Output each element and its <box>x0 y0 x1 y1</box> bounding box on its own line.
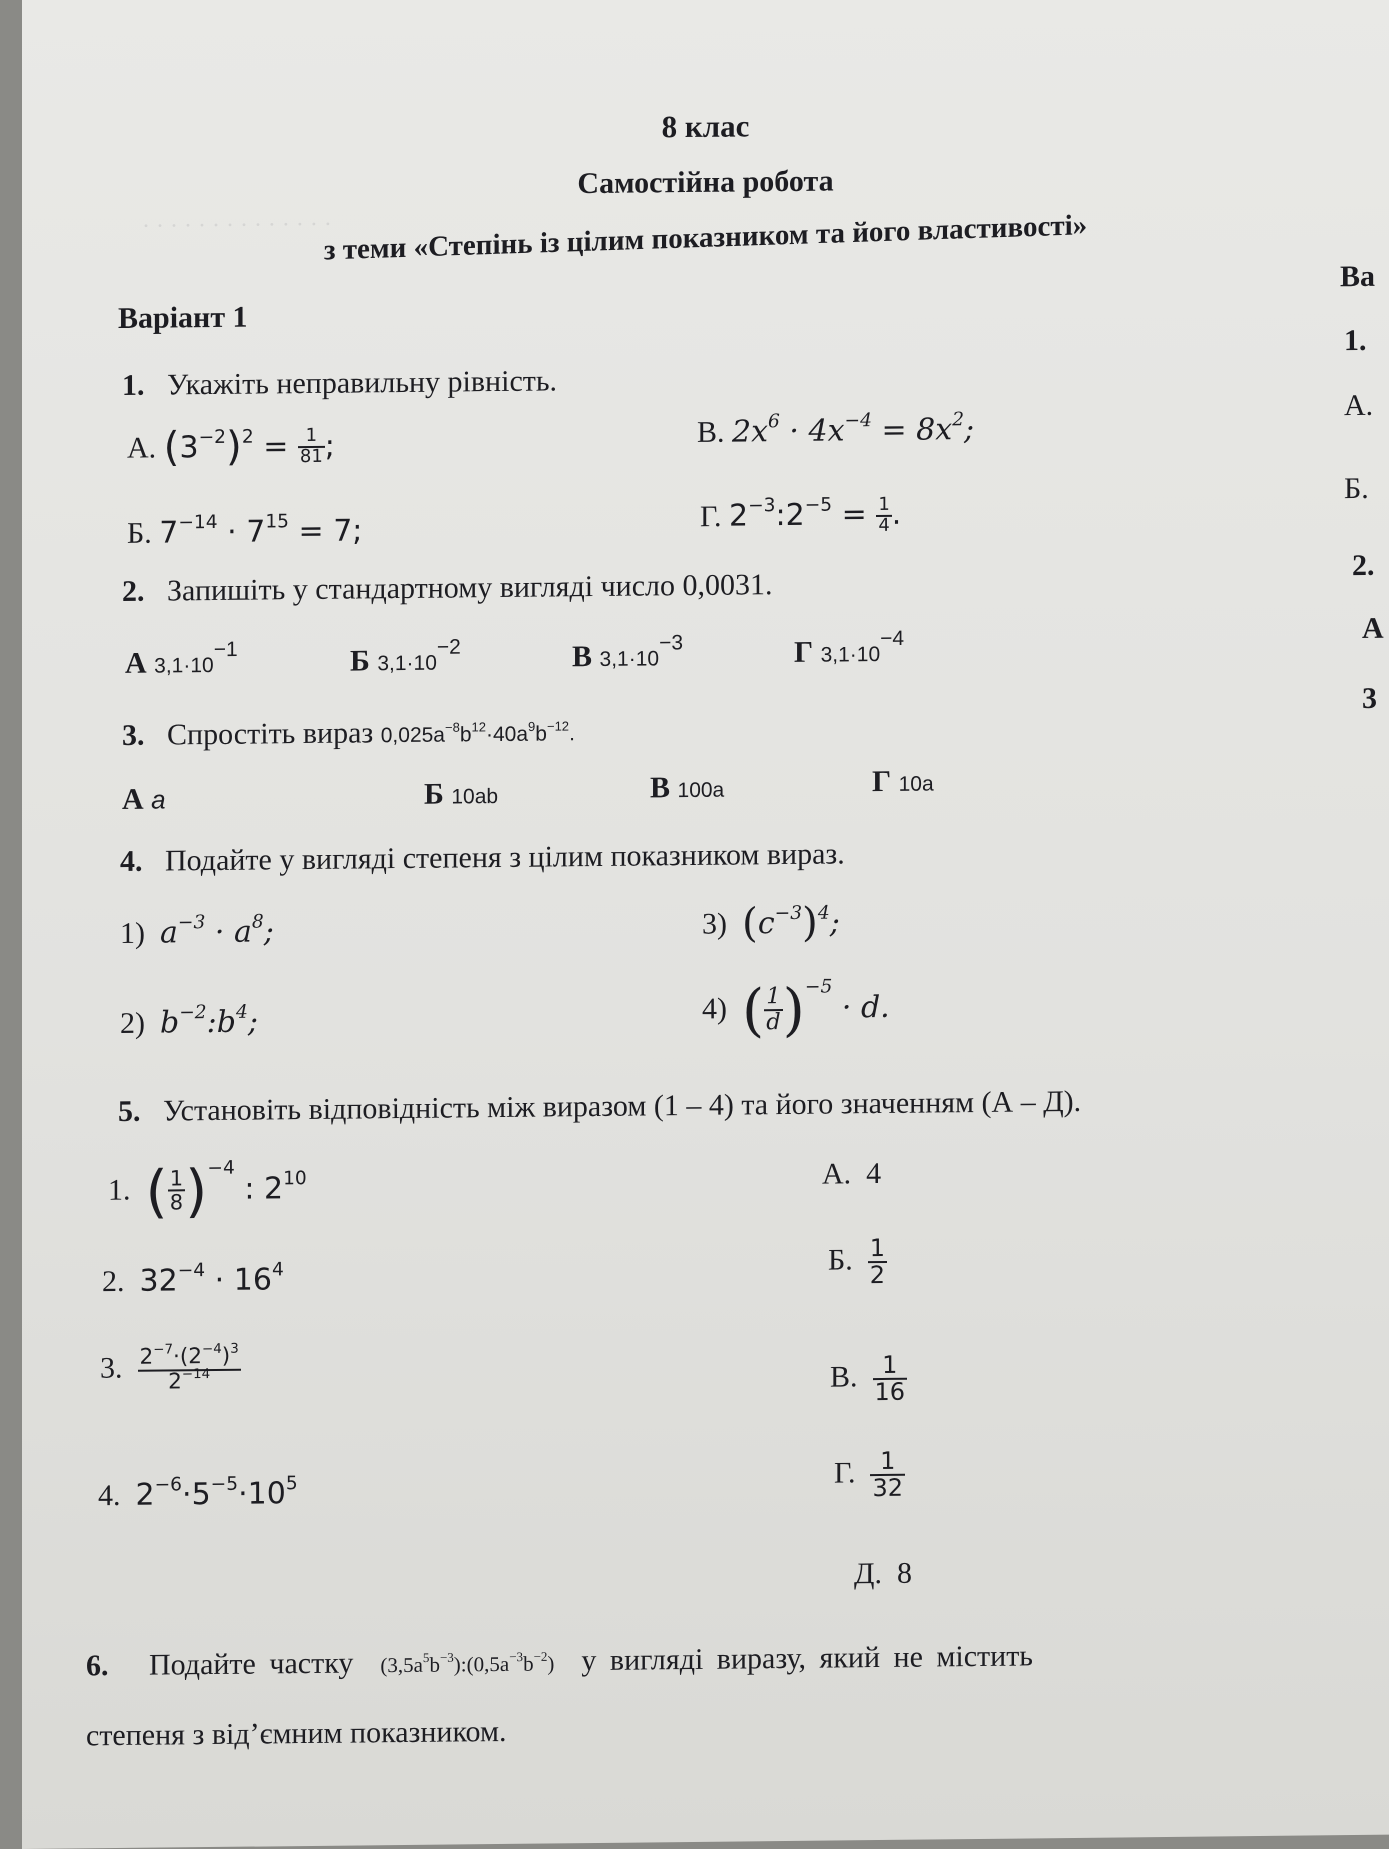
q5-e1-rexp: 10 <box>283 1167 307 1189</box>
q4-i2-b: b <box>216 1004 236 1040</box>
q4-i3-exp: −3 <box>774 902 803 924</box>
q1-b-expr2: 4x <box>808 413 845 449</box>
worksheet-page <box>22 0 1389 1849</box>
q5-value-d <box>854 1556 912 1591</box>
q1-c-dot: · <box>227 514 237 550</box>
q5-vc-den: 16 <box>874 1377 906 1407</box>
q5-e1-rest: : 2 <box>244 1170 284 1207</box>
edge-n2: 2. <box>1352 548 1375 583</box>
q6-p1: (3,5a <box>380 1652 423 1678</box>
q5-e4-b: 5 <box>191 1477 211 1513</box>
q5-e2-b: 16 <box>233 1262 272 1298</box>
q1-d-label: Г. <box>700 500 722 534</box>
q1-a-den: 81 <box>299 446 323 468</box>
page-subtitle: з теми «Степінь із цілим показником та його властивості» <box>323 209 1088 267</box>
q4-item-3: 3) $(c^{-3})^4$; <box>702 897 840 947</box>
q5-e3-n1: 2 <box>139 1344 154 1370</box>
q4-i2-label: 2) <box>120 1006 145 1040</box>
q4-i4-num: 1 <box>764 985 782 1011</box>
q4-i2-be: 4 <box>235 1001 248 1023</box>
q4-item-4: 4) ( $\frac{1}{d}$ )$^{-5}$ · d. <box>702 976 890 1044</box>
q3-e2: b <box>459 723 472 747</box>
question-5 <box>118 1084 1082 1128</box>
q2-a-label: А <box>125 646 147 680</box>
q4-i1-label: 1) <box>120 916 145 950</box>
q5-value-v <box>830 1350 907 1407</box>
q6-p1e4: −2 <box>533 1648 548 1664</box>
q3-v-value: 100a <box>677 778 725 803</box>
q3-option-g <box>872 766 934 797</box>
q4-i1-ae: −3 <box>177 912 206 934</box>
q1-c-base1: 7 <box>159 515 179 551</box>
variant-label: Варіант 1 <box>118 300 248 335</box>
q5-value-a <box>822 1159 881 1190</box>
q3-option-a <box>122 784 166 814</box>
q3-e1: 0,025a <box>380 723 445 748</box>
q1-d-exp2: −5 <box>804 494 833 517</box>
q5-e4-dot1: · <box>182 1477 192 1513</box>
q1-b-exp1: 6 <box>768 411 780 433</box>
q5-e2-label: 2. <box>102 1264 125 1299</box>
question-6-text-b: у вигляді виразу, який не містить <box>581 1639 1033 1678</box>
question-2-number: 2. <box>122 574 145 608</box>
q1-option-b <box>127 511 363 551</box>
q5-e1-exp: −4 <box>207 1157 235 1179</box>
q5-vd-label: Г. <box>834 1456 856 1490</box>
q6-p1c: ):(0,5a <box>453 1651 510 1677</box>
q2-g-label: Г <box>794 635 814 669</box>
q5-expr-2 <box>102 1259 284 1299</box>
q5-vc-label: В. <box>830 1360 858 1394</box>
q6-p1e3: −3 <box>509 1649 524 1665</box>
q1-b-eq: = 8x <box>881 412 953 448</box>
q1-c-base2: 7 <box>246 514 266 550</box>
q3-x3: 9 <box>528 718 536 734</box>
question-2 <box>122 570 773 607</box>
question-3 <box>122 716 575 751</box>
question-3-number: 3. <box>122 718 145 752</box>
q1-a-end: ; <box>324 428 335 464</box>
q4-item-1 <box>120 911 274 951</box>
q5-value-b <box>828 1233 887 1290</box>
bleed-through-text: · · · · · · · · · · · · · · <box>142 211 332 240</box>
q2-option-b <box>350 635 461 678</box>
q1-d-base1: 2 <box>728 498 749 534</box>
page-title: Самостійна робота <box>577 164 834 201</box>
q3-x1: −8 <box>444 719 460 735</box>
q5-value-g <box>834 1446 905 1503</box>
q5-expr-1: 1. ( $\frac{1}{8}$ )$^{-4}$ : $2^{10}$ <box>108 1157 307 1225</box>
q2-a-exp: −1 <box>213 637 238 662</box>
q1-d-den: 4 <box>878 514 890 536</box>
q5-vd-num: 1 <box>870 1449 905 1477</box>
q3-e3: ·40a <box>486 722 529 747</box>
q3-end: . <box>569 722 575 746</box>
q1-b-expr1: 2x <box>732 414 769 450</box>
q1-d-exp1: −3 <box>748 495 776 517</box>
edge-n1: 1. <box>1344 323 1367 358</box>
q1-b-exp2: −4 <box>844 410 872 432</box>
q3-a-label: А <box>122 782 144 816</box>
q6-p1f: ) <box>547 1651 555 1676</box>
q4-i3-pow: 4 <box>817 902 830 924</box>
q5-e4-ae: −6 <box>154 1474 183 1496</box>
edge-a2: А <box>1362 611 1384 645</box>
q5-e3-de: −14 <box>181 1366 211 1382</box>
q5-e4-be: −5 <box>210 1473 239 1496</box>
q1-d-colon: : <box>775 498 786 534</box>
q2-b-label: Б <box>350 644 370 678</box>
q2-option-a <box>125 637 238 680</box>
question-1-number: 1. <box>122 368 145 402</box>
q1-b-end: ; <box>964 412 975 448</box>
q5-e3-n2e: −4 <box>202 1341 222 1358</box>
question-2-text: Запишіть у стандартному вигляді число 0,0031. <box>167 568 773 608</box>
q3-b-value: 10ab <box>451 785 499 809</box>
q3-x2: 12 <box>471 719 486 735</box>
q1-option-a: А. $(3^{-2})^2$ = $\frac{1}{81}$ ; <box>127 421 335 471</box>
q6-p1e2: −3 <box>439 1649 454 1665</box>
q4-i1-end: ; <box>263 914 274 950</box>
q5-e1-label: 1. <box>108 1173 131 1207</box>
q5-e1-num: 1 <box>169 1166 184 1191</box>
q2-b-exp: −2 <box>436 635 461 659</box>
q1-b-label: В. <box>697 415 725 449</box>
question-4 <box>120 839 845 877</box>
q4-i4-rest: · d. <box>841 989 890 1026</box>
q4-item-2 <box>120 1001 258 1041</box>
question-1 <box>122 366 557 401</box>
q2-g-exp: −4 <box>880 627 905 651</box>
q5-e2-a: 32 <box>139 1263 178 1299</box>
edge-n3: 3 <box>1362 681 1377 715</box>
q4-i3-base: c <box>757 905 775 942</box>
q1-a-exp: −2 <box>198 426 226 448</box>
q5-vb-den: 2 <box>869 1261 886 1290</box>
q2-v-exp: −3 <box>659 631 684 655</box>
question-6-line-2: степеня з від’ємним показником. <box>86 1714 507 1753</box>
q5-expr-4 <box>98 1473 298 1513</box>
q2-v-label: В <box>572 640 593 674</box>
q5-vc-num: 1 <box>873 1353 908 1381</box>
q1-a-eq: = <box>263 428 289 465</box>
q4-i2-colon: : <box>206 1004 217 1041</box>
q1-c-exp1: −14 <box>178 512 218 534</box>
question-3-text: Спростіть вираз <box>167 716 374 752</box>
q5-vb-num: 1 <box>869 1233 886 1263</box>
q2-g-value: 3,1·10 <box>820 643 881 667</box>
q1-b-exp3: 2 <box>952 409 965 431</box>
q1-a-num: 1 <box>298 427 325 448</box>
question-6 <box>86 1641 1033 1681</box>
q5-va-value: 4 <box>866 1157 882 1191</box>
q5-e4-label: 4. <box>98 1478 121 1513</box>
q3-x4: −12 <box>546 718 570 734</box>
q1-c-exp2: 15 <box>265 511 289 533</box>
q4-i3-end: ; <box>829 905 840 941</box>
q3-a-value: a <box>151 784 166 815</box>
q2-b-value: 3,1·10 <box>377 651 437 676</box>
edge-a: А. <box>1344 388 1374 423</box>
q6-p1d: b <box>523 1651 534 1676</box>
q1-a-base: 3 <box>179 429 199 466</box>
q4-i1-b: a <box>233 914 252 950</box>
q1-d-base2: 2 <box>785 498 805 534</box>
question-5-number: 5. <box>118 1094 141 1128</box>
question-6-text-a: Подайте частку <box>149 1646 354 1682</box>
q1-d-eq: = <box>841 497 867 533</box>
grade-heading: 8 клас <box>661 108 750 145</box>
q4-i4-den: d <box>766 1008 781 1035</box>
q2-option-g <box>794 627 905 669</box>
q5-e2-dot: · <box>214 1262 225 1298</box>
q5-e4-ce: 5 <box>285 1473 298 1495</box>
q4-i3-label: 3) <box>702 907 727 941</box>
question-5-text: Установіть відповідність між виразом (1 – 4) та його значенням (А – Д). <box>163 1084 1082 1128</box>
q5-vd-den: 32 <box>872 1473 904 1503</box>
q5-e3-d: 2 <box>168 1368 182 1395</box>
q5-ve-label: Д. <box>854 1556 882 1591</box>
q1-a-pow: 2 <box>241 426 254 448</box>
q5-ve-value: 8 <box>896 1556 912 1590</box>
q5-e4-c: 10 <box>247 1476 286 1512</box>
q4-i2-end: ; <box>247 1004 258 1040</box>
q1-option-v <box>697 409 975 450</box>
q5-e4-a: 2 <box>135 1477 155 1513</box>
q2-a-value: 3,1·10 <box>154 653 214 678</box>
q5-va-label: А. <box>822 1157 852 1191</box>
q5-e1-den: 8 <box>169 1190 184 1215</box>
q4-i1-dot: · <box>214 914 225 950</box>
q3-option-b <box>424 779 498 810</box>
edge-variant: Ва <box>1340 259 1376 294</box>
q2-v-value: 3,1·10 <box>599 647 660 671</box>
question-6-number: 6. <box>86 1649 109 1683</box>
q4-i1-be: 8 <box>251 911 264 933</box>
q5-e3-pow: 3 <box>230 1341 239 1357</box>
q3-e4: b <box>535 722 547 746</box>
q3-g-value: 10a <box>898 772 934 796</box>
q5-vb-label: Б. <box>828 1243 853 1277</box>
q6-p1e1: 5 <box>422 1649 430 1666</box>
q5-e2-be: 4 <box>271 1259 284 1281</box>
question-1-text: Укажіть неправильну рівність. <box>167 364 558 402</box>
q5-e3-dot: · <box>172 1344 180 1370</box>
q1-c-rest: = 7; <box>298 513 363 550</box>
q6-p1b: b <box>429 1652 440 1677</box>
edge-b: Б. <box>1344 471 1369 506</box>
q1-d-num: 1 <box>878 493 890 516</box>
q5-e3-n1e: −7 <box>153 1342 173 1358</box>
q5-e3-label: 3. <box>100 1351 123 1385</box>
q4-i2-a: b <box>160 1005 180 1041</box>
q1-option-g <box>700 493 902 538</box>
q4-i2-ae: −2 <box>179 1002 207 1024</box>
q1-a-label: А. <box>127 431 157 465</box>
q5-e3-n2: 2 <box>188 1344 203 1370</box>
q1-c-label: Б. <box>127 516 152 550</box>
q5-expr-3: 3. $\frac{2^{-7}\cdot(2^{-4})^3}{2^{-14}}$ <box>100 1341 239 1395</box>
q3-g-label: Г <box>872 764 892 799</box>
q3-v-label: В <box>650 771 671 805</box>
question-4-number: 4. <box>120 844 143 878</box>
q5-e2-ae: −4 <box>177 1260 206 1282</box>
q1-b-dot: · <box>789 413 799 449</box>
q2-option-v <box>572 631 684 674</box>
question-4-text: Подайте у вигляді степеня з цілим показником вираз. <box>165 837 845 878</box>
q3-option-v <box>650 773 724 804</box>
q1-d-end: . <box>891 497 902 533</box>
q4-i4-label: 4) <box>702 992 727 1026</box>
q4-i4-exp: −5 <box>804 976 833 998</box>
q3-b-label: Б <box>424 777 444 811</box>
q4-i1-a: a <box>160 915 178 951</box>
q5-e4-dot2: · <box>238 1476 248 1512</box>
